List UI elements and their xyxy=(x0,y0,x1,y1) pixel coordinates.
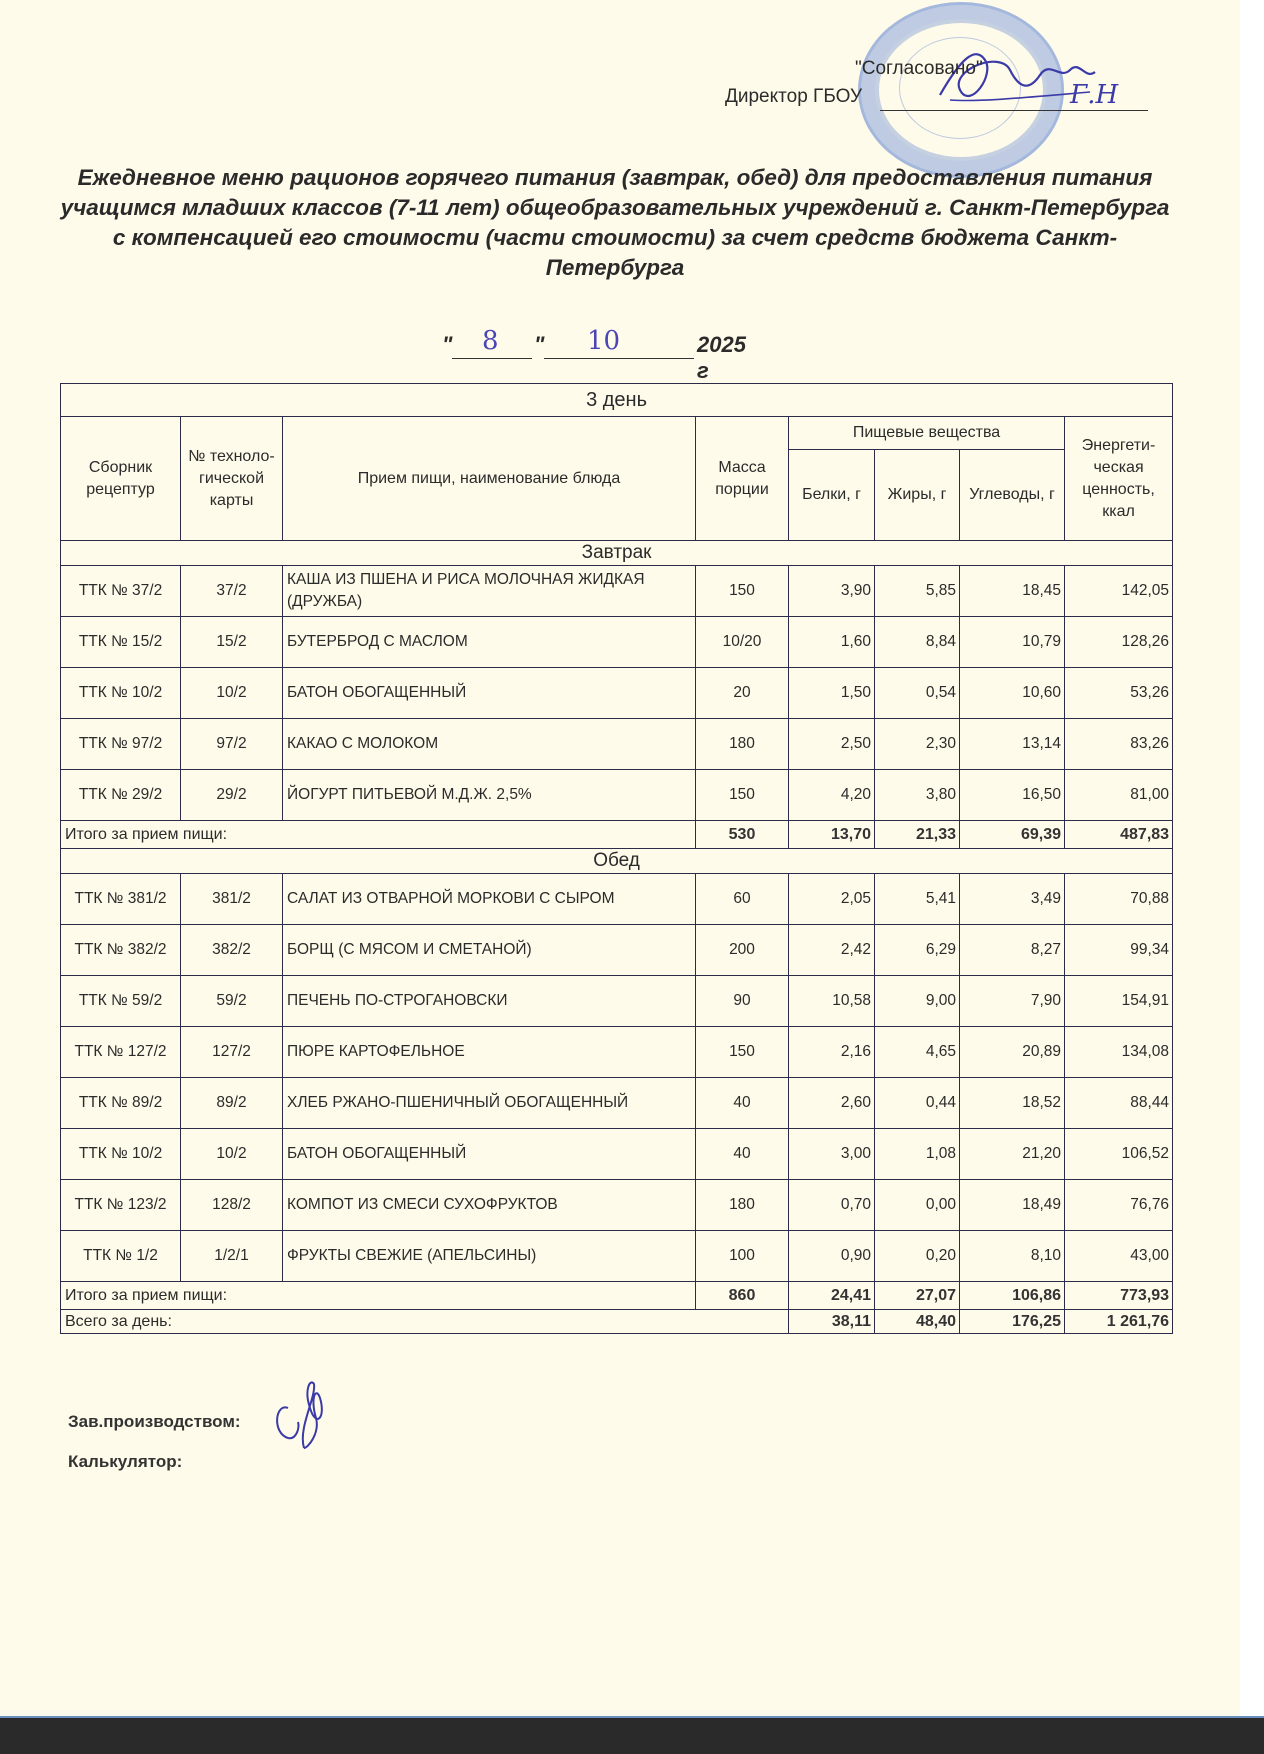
header-energy: Энергети-ческая ценность, ккал xyxy=(1065,417,1173,541)
document-title: Ежедневное меню рационов горячего питания (завтрак, обед) для предоставления питания учащимся младших классов (7-11 лет) общеобразовательных учреждений г. Санкт-Петербурга с компенсацией его стоимости (части стоимости) за счет средств бюджета Санкт-Петербурга xyxy=(60,165,1170,280)
carbs-cell: 10,79 xyxy=(960,617,1065,668)
lunch-total-row xyxy=(61,1282,1173,1310)
scanner-edge xyxy=(0,1716,1264,1754)
energy-cell: 142,05 xyxy=(1065,566,1173,617)
portion-mass-cell: 10/20 xyxy=(696,617,789,668)
dish-name-cell: ЙОГУРТ ПИТЬЕВОЙ М.Д.Ж. 2,5% xyxy=(283,770,696,821)
dish-name-cell: КАША ИЗ ПШЕНА И РИСА МОЛОЧНАЯ ЖИДКАЯ (ДРУЖБА) xyxy=(283,566,696,617)
fat-cell: 5,41 xyxy=(875,874,960,925)
header-protein: Белки, г xyxy=(789,450,875,541)
director-initials: Г.Н xyxy=(1070,80,1119,110)
header-tech-card: № техноло-гической карты xyxy=(181,417,283,541)
recipe-collection-cell: ТТК № 10/2 xyxy=(61,1129,181,1180)
fat-cell: 8,84 xyxy=(875,617,960,668)
day-total-protein: 38,11 xyxy=(789,1310,875,1334)
total-mass: 860 xyxy=(696,1282,789,1310)
portion-mass-cell: 20 xyxy=(696,668,789,719)
recipe-collection-cell: ТТК № 15/2 xyxy=(61,617,181,668)
table-row xyxy=(61,1180,1173,1231)
header-nutrients: Пищевые вещества xyxy=(789,417,1065,450)
menu-table xyxy=(60,383,1173,1334)
energy-cell: 43,00 xyxy=(1065,1231,1173,1282)
table-row xyxy=(61,668,1173,719)
total-carbs: 106,86 xyxy=(960,1282,1065,1310)
fat-cell: 6,29 xyxy=(875,925,960,976)
protein-cell: 10,58 xyxy=(789,976,875,1027)
carbs-cell: 10,60 xyxy=(960,668,1065,719)
day-total-fat: 48,40 xyxy=(875,1310,960,1334)
energy-cell: 134,08 xyxy=(1065,1027,1173,1078)
tech-card-cell: 10/2 xyxy=(181,668,283,719)
day-label: 3 день xyxy=(61,384,1173,417)
carbs-cell: 18,45 xyxy=(960,566,1065,617)
dish-name-cell: КОМПОТ ИЗ СМЕСИ СУХОФРУКТОВ xyxy=(283,1180,696,1231)
carbs-cell: 3,49 xyxy=(960,874,1065,925)
total-carbs: 69,39 xyxy=(960,821,1065,849)
tech-card-cell: 1/2/1 xyxy=(181,1231,283,1282)
protein-cell: 2,42 xyxy=(789,925,875,976)
protein-cell: 1,50 xyxy=(789,668,875,719)
production-head-signature-icon xyxy=(270,1378,330,1453)
energy-cell: 76,76 xyxy=(1065,1180,1173,1231)
carbs-cell: 16,50 xyxy=(960,770,1065,821)
portion-mass-cell: 150 xyxy=(696,770,789,821)
header-row xyxy=(61,417,1173,450)
total-fat: 21,33 xyxy=(875,821,960,849)
protein-cell: 0,70 xyxy=(789,1180,875,1231)
section-label: Обед xyxy=(61,849,1173,874)
dish-name-cell: ХЛЕБ РЖАНО-ПШЕНИЧНЫЙ ОБОГАЩЕННЫЙ xyxy=(283,1078,696,1129)
fat-cell: 5,85 xyxy=(875,566,960,617)
day-total-energy: 1 261,76 xyxy=(1065,1310,1173,1334)
section-breakfast xyxy=(61,541,1173,566)
fat-cell: 0,44 xyxy=(875,1078,960,1129)
agreed-label: "Согласовано" xyxy=(855,58,983,79)
director-label: Директор ГБОУ xyxy=(725,86,863,107)
table-row xyxy=(61,617,1173,668)
total-label: Итого за прием пищи: xyxy=(61,821,696,849)
day-total-row xyxy=(61,1310,1173,1334)
carbs-cell: 20,89 xyxy=(960,1027,1065,1078)
total-energy: 773,93 xyxy=(1065,1282,1173,1310)
energy-cell: 53,26 xyxy=(1065,668,1173,719)
tech-card-cell: 15/2 xyxy=(181,617,283,668)
total-energy: 487,83 xyxy=(1065,821,1173,849)
carbs-cell: 18,52 xyxy=(960,1078,1065,1129)
breakfast-rows xyxy=(61,566,1173,821)
dish-name-cell: БАТОН ОБОГАЩЕННЫЙ xyxy=(283,1129,696,1180)
date-month: 10 xyxy=(587,326,621,356)
header-mass: Масса порции xyxy=(696,417,789,541)
protein-cell: 2,60 xyxy=(789,1078,875,1129)
header-dish: Прием пищи, наименование блюда xyxy=(283,417,696,541)
recipe-collection-cell: ТТК № 127/2 xyxy=(61,1027,181,1078)
dish-name-cell: ФРУКТЫ СВЕЖИЕ (АПЕЛЬСИНЫ) xyxy=(283,1231,696,1282)
fat-cell: 9,00 xyxy=(875,976,960,1027)
date-close-quote: " xyxy=(534,332,545,357)
day-total-carbs: 176,25 xyxy=(960,1310,1065,1334)
recipe-collection-cell: ТТК № 10/2 xyxy=(61,668,181,719)
table-row xyxy=(61,770,1173,821)
protein-cell: 3,90 xyxy=(789,566,875,617)
section-lunch xyxy=(61,849,1173,874)
portion-mass-cell: 90 xyxy=(696,976,789,1027)
tech-card-cell: 89/2 xyxy=(181,1078,283,1129)
portion-mass-cell: 40 xyxy=(696,1078,789,1129)
recipe-collection-cell: ТТК № 29/2 xyxy=(61,770,181,821)
protein-cell: 0,90 xyxy=(789,1231,875,1282)
portion-mass-cell: 40 xyxy=(696,1129,789,1180)
recipe-collection-cell: ТТК № 1/2 xyxy=(61,1231,181,1282)
carbs-cell: 8,10 xyxy=(960,1231,1065,1282)
month-blank xyxy=(544,358,694,359)
dish-name-cell: БОРЩ (С МЯСОМ И СМЕТАНОЙ) xyxy=(283,925,696,976)
total-protein: 24,41 xyxy=(789,1282,875,1310)
total-protein: 13,70 xyxy=(789,821,875,849)
recipe-collection-cell: ТТК № 89/2 xyxy=(61,1078,181,1129)
fat-cell: 0,00 xyxy=(875,1180,960,1231)
portion-mass-cell: 150 xyxy=(696,566,789,617)
carbs-cell: 13,14 xyxy=(960,719,1065,770)
table-row xyxy=(61,976,1173,1027)
calculator-label: Калькулятор: xyxy=(68,1452,183,1471)
recipe-collection-cell: ТТК № 123/2 xyxy=(61,1180,181,1231)
tech-card-cell: 37/2 xyxy=(181,566,283,617)
total-label: Итого за прием пищи: xyxy=(61,1282,696,1310)
fat-cell: 0,20 xyxy=(875,1231,960,1282)
header-carbs: Углеводы, г xyxy=(960,450,1065,541)
table-row xyxy=(61,566,1173,617)
day-blank xyxy=(452,358,532,359)
date-open-quote: " xyxy=(442,332,453,357)
energy-cell: 88,44 xyxy=(1065,1078,1173,1129)
section-label: Завтрак xyxy=(61,541,1173,566)
table-row xyxy=(61,1027,1173,1078)
portion-mass-cell: 60 xyxy=(696,874,789,925)
lunch-rows xyxy=(61,874,1173,1282)
energy-cell: 83,26 xyxy=(1065,719,1173,770)
tech-card-cell: 59/2 xyxy=(181,976,283,1027)
production-head-label: Зав.производством: xyxy=(68,1412,241,1431)
portion-mass-cell: 150 xyxy=(696,1027,789,1078)
day-title-row xyxy=(61,384,1173,417)
total-fat: 27,07 xyxy=(875,1282,960,1310)
energy-cell: 106,52 xyxy=(1065,1129,1173,1180)
date-day: 8 xyxy=(482,326,499,356)
header-fat: Жиры, г xyxy=(875,450,960,541)
date-year: 2025 г xyxy=(697,332,746,383)
energy-cell: 70,88 xyxy=(1065,874,1173,925)
tech-card-cell: 127/2 xyxy=(181,1027,283,1078)
recipe-collection-cell: ТТК № 97/2 xyxy=(61,719,181,770)
tech-card-cell: 128/2 xyxy=(181,1180,283,1231)
table-row xyxy=(61,874,1173,925)
carbs-cell: 8,27 xyxy=(960,925,1065,976)
total-mass: 530 xyxy=(696,821,789,849)
day-total-label: Всего за день: xyxy=(61,1310,789,1334)
tech-card-cell: 29/2 xyxy=(181,770,283,821)
portion-mass-cell: 100 xyxy=(696,1231,789,1282)
tech-card-cell: 97/2 xyxy=(181,719,283,770)
protein-cell: 2,50 xyxy=(789,719,875,770)
protein-cell: 2,05 xyxy=(789,874,875,925)
portion-mass-cell: 200 xyxy=(696,925,789,976)
breakfast-total-row xyxy=(61,821,1173,849)
dish-name-cell: ПЕЧЕНЬ ПО-СТРОГАНОВСКИ xyxy=(283,976,696,1027)
recipe-collection-cell: ТТК № 37/2 xyxy=(61,566,181,617)
energy-cell: 99,34 xyxy=(1065,925,1173,976)
dish-name-cell: БАТОН ОБОГАЩЕННЫЙ xyxy=(283,668,696,719)
protein-cell: 2,16 xyxy=(789,1027,875,1078)
energy-cell: 154,91 xyxy=(1065,976,1173,1027)
table-row xyxy=(61,1231,1173,1282)
table-row xyxy=(61,1129,1173,1180)
fat-cell: 0,54 xyxy=(875,668,960,719)
tech-card-cell: 382/2 xyxy=(181,925,283,976)
energy-cell: 128,26 xyxy=(1065,617,1173,668)
signature-line xyxy=(880,110,1148,111)
tech-card-cell: 381/2 xyxy=(181,874,283,925)
school-stamp-icon xyxy=(858,2,1064,178)
portion-mass-cell: 180 xyxy=(696,1180,789,1231)
dish-name-cell: КАКАО С МОЛОКОМ xyxy=(283,719,696,770)
portion-mass-cell: 180 xyxy=(696,719,789,770)
carbs-cell: 7,90 xyxy=(960,976,1065,1027)
dish-name-cell: ПЮРЕ КАРТОФЕЛЬНОЕ xyxy=(283,1027,696,1078)
table-row xyxy=(61,1078,1173,1129)
recipe-collection-cell: ТТК № 381/2 xyxy=(61,874,181,925)
dish-name-cell: БУТЕРБРОД С МАСЛОМ xyxy=(283,617,696,668)
table-row xyxy=(61,719,1173,770)
header-collection: Сборник рецептур xyxy=(61,417,181,541)
carbs-cell: 21,20 xyxy=(960,1129,1065,1180)
dish-name-cell: САЛАТ ИЗ ОТВАРНОЙ МОРКОВИ С СЫРОМ xyxy=(283,874,696,925)
fat-cell: 1,08 xyxy=(875,1129,960,1180)
fat-cell: 2,30 xyxy=(875,719,960,770)
energy-cell: 81,00 xyxy=(1065,770,1173,821)
fat-cell: 3,80 xyxy=(875,770,960,821)
recipe-collection-cell: ТТК № 59/2 xyxy=(61,976,181,1027)
recipe-collection-cell: ТТК № 382/2 xyxy=(61,925,181,976)
tech-card-cell: 10/2 xyxy=(181,1129,283,1180)
fat-cell: 4,65 xyxy=(875,1027,960,1078)
protein-cell: 3,00 xyxy=(789,1129,875,1180)
table-row xyxy=(61,925,1173,976)
carbs-cell: 18,49 xyxy=(960,1180,1065,1231)
protein-cell: 4,20 xyxy=(789,770,875,821)
protein-cell: 1,60 xyxy=(789,617,875,668)
